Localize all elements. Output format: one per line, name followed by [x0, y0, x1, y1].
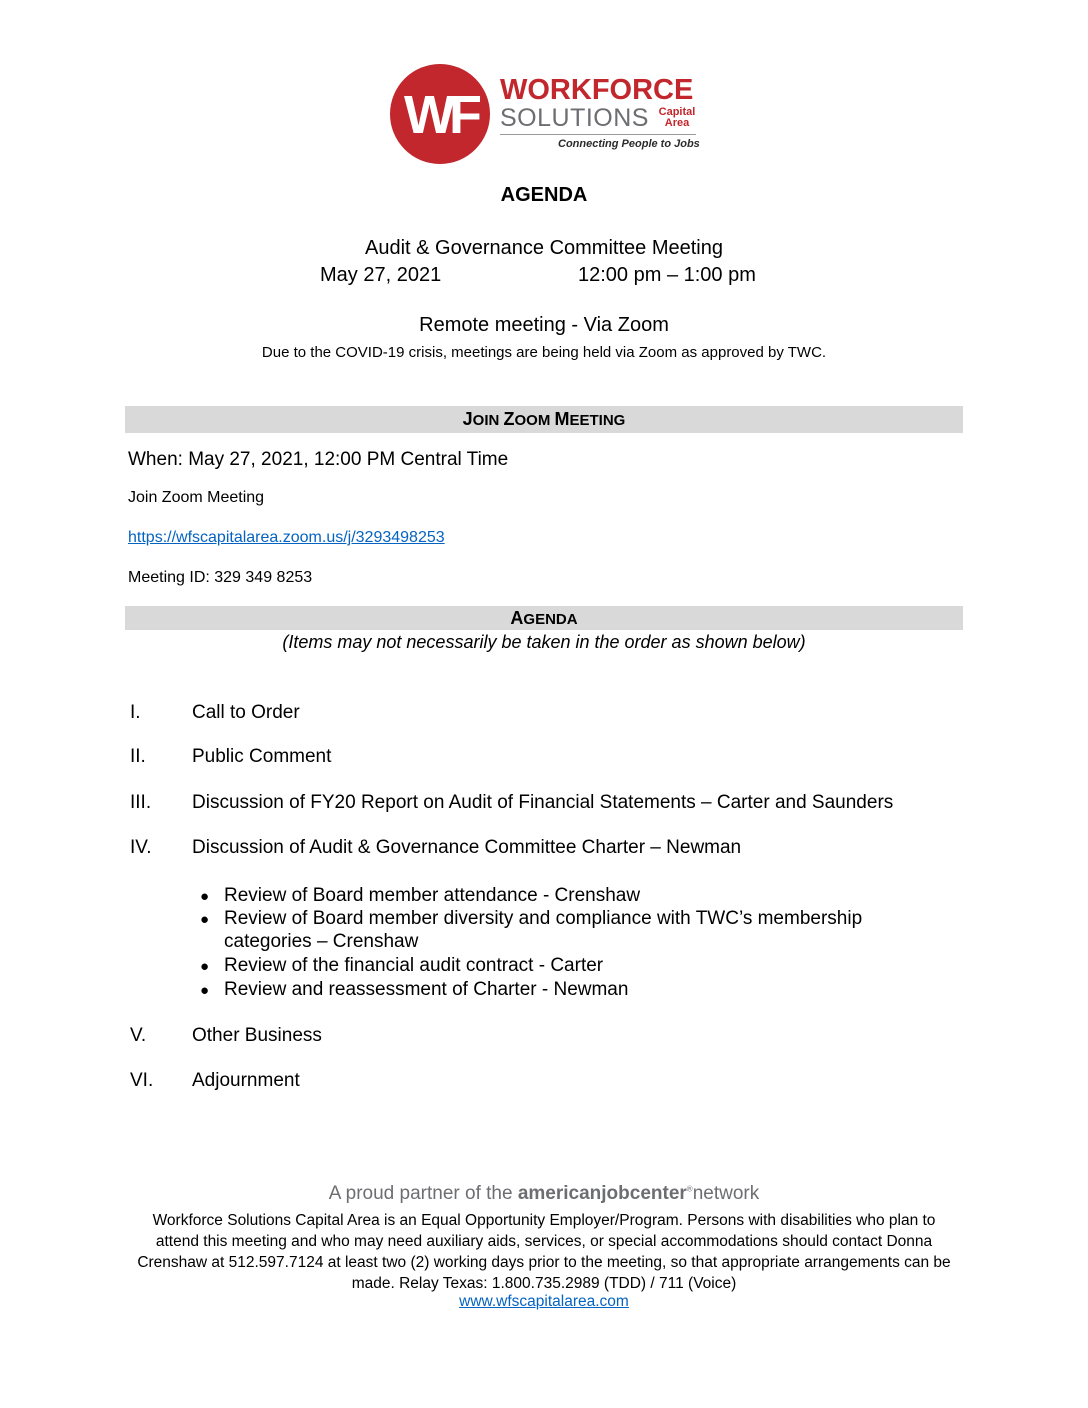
- agenda-item-number: III.: [130, 792, 152, 813]
- american-job-center-logo: americanjobcenter: [517, 1183, 687, 1204]
- logo-divider: [500, 134, 696, 135]
- logo-area-text: Area: [664, 117, 690, 129]
- heading-letter: Z: [503, 409, 515, 429]
- agenda-item-number: V.: [130, 1025, 147, 1046]
- logo-capital-area: [656, 107, 698, 129]
- agenda-sub-item: Review of the financial audit contract - Carter: [224, 955, 604, 976]
- agenda-sub-item: Review and reassessment of Charter - Newman: [224, 979, 629, 1000]
- agenda-item: Discussion of Audit & Governance Committee Charter – Newman: [192, 837, 742, 858]
- logo-mark: WF: [404, 85, 476, 145]
- eeo-statement: Workforce Solutions Capital Area is an Equal Opportunity Employer/Program. Persons with disabilities who plan to attend this meeting and who may need auxiliary aids, services, or special accommodations should contact Donna Crenshaw at 512.597.7124 at least two (2) working days prior to the meeting, so that appropriate arrangements can be made. Relay Texas: 1.800.735.2989 (TDD) / 711 (Voice): [137, 1212, 951, 1292]
- partner-line: A proud partner of the americanjobcenter®network: [328, 1183, 760, 1204]
- heading-text: OOM: [514, 412, 555, 429]
- heading-letter: M: [554, 409, 570, 429]
- meeting-title: Audit & Governance Committee Meeting: [365, 237, 723, 259]
- logo-capital-text: Capital: [658, 106, 696, 118]
- agenda-order-note: (Items may not necessarily be taken in the order as shown below): [282, 632, 806, 652]
- agenda-item: Discussion of FY20 Report on Audit of Financial Statements – Carter and Saunders: [192, 792, 894, 813]
- agenda-item: Call to Order: [192, 702, 300, 723]
- agenda-item-number: II.: [130, 746, 146, 767]
- agenda-heading: [125, 606, 963, 630]
- bullet-icon: ●: [200, 911, 210, 928]
- heading-letter: J: [462, 409, 473, 429]
- zoom-when: When: May 27, 2021, 12:00 PM Central Time: [128, 449, 509, 470]
- heading-text: GENDA: [523, 611, 578, 628]
- zoom-meeting-link[interactable]: https://wfscapitalarea.zoom.us/j/3293498253: [128, 529, 445, 546]
- join-zoom-heading: [125, 406, 963, 433]
- page-title: AGENDA: [500, 184, 588, 206]
- meeting-date: May 27, 2021: [320, 264, 442, 286]
- agenda-sub-item: Review of Board member attendance - Crenshaw: [224, 885, 641, 906]
- agenda-sub-item: Review of Board member diversity and compliance with TWC’s membership: [224, 908, 863, 929]
- agenda-item-number: I.: [130, 702, 141, 723]
- heading-text: EETING: [569, 412, 626, 429]
- logo-workforce-text: WORKFORCE: [500, 74, 694, 106]
- heading-text: OIN: [472, 412, 504, 429]
- logo-tagline: Connecting People to Jobs: [558, 138, 700, 150]
- agenda-item: Other Business: [192, 1025, 322, 1046]
- bullet-icon: ●: [200, 888, 210, 905]
- bullet-icon: ●: [200, 982, 210, 999]
- agenda-sub-item-continued: categories – Crenshaw: [224, 931, 419, 952]
- covid-note: Due to the COVID-19 crisis, meetings are being held via Zoom as approved by TWC.: [261, 344, 827, 361]
- zoom-join-label: Join Zoom Meeting: [128, 489, 265, 506]
- logo-solutions-text: SOLUTIONS: [500, 104, 649, 132]
- zoom-meeting-id: Meeting ID: 329 349 8253: [128, 569, 313, 586]
- partner-suffix: network: [692, 1183, 760, 1204]
- agenda-item-number: VI.: [130, 1070, 154, 1091]
- website-link[interactable]: www.wfscapitalarea.com: [459, 1293, 629, 1310]
- agenda-item-number: IV.: [130, 837, 152, 858]
- heading-letter: A: [510, 608, 524, 628]
- workforce-solutions-logo: [388, 62, 708, 172]
- meeting-location: Remote meeting - Via Zoom: [419, 314, 669, 336]
- partner-prefix: A proud partner of the: [328, 1183, 518, 1204]
- agenda-item: Adjournment: [192, 1070, 300, 1091]
- agenda-item: Public Comment: [192, 746, 332, 767]
- bullet-icon: ●: [200, 958, 210, 975]
- meeting-time: 12:00 pm – 1:00 pm: [578, 264, 756, 286]
